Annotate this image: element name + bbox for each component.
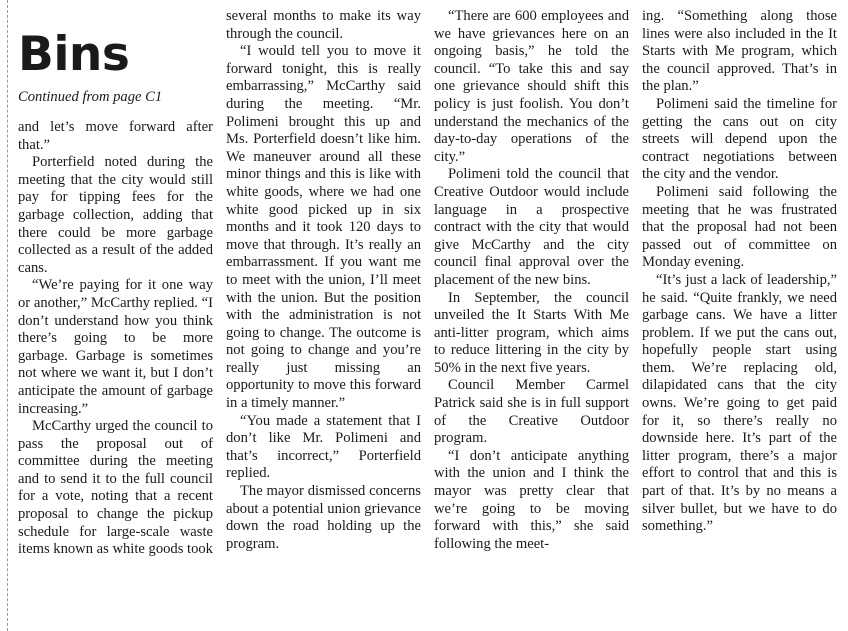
column-3 bbox=[434, 8, 629, 608]
paragraph: McCarthy urged the council to pass the proposal out of committee during the meeting and to send it to the full council for a vote, noting that a recent proposal to change the pickup schedule for large-scale waste items known as white goods took bbox=[18, 418, 213, 558]
paragraph: “You made a statement that I don’t like Mr. Polimeni and that’s incorrect,” Porterfield replied. bbox=[226, 412, 421, 482]
article bbox=[18, 8, 836, 608]
paragraph: Polimeni said following the meeting that he was frustrated that the proposal had not been passed out of committee on Monday evening. bbox=[642, 183, 837, 271]
column-2 bbox=[226, 8, 421, 608]
paragraph: Polimeni told the council that Creative Outdoor would include language in a prospective contract with the city that would give McCarthy and the city council final approval over the placement of the new bins. bbox=[434, 166, 629, 288]
paragraph: and let’s move forward after that.” bbox=[18, 119, 213, 153]
paragraph: ing. “Something along those lines were also included in the It Starts with Me program, which the council approved. That’s in the plan.” bbox=[642, 8, 837, 95]
column-4 bbox=[642, 8, 837, 608]
paragraph: “We’re paying for it one way or another,” McCarthy replied. “I don’t understand how you think there’s going to be more garbage. Garbage is sometimes not where we want it, but I don’t anticipate the amount of garbage increasing.” bbox=[18, 277, 213, 417]
paragraph: Council Member Carmel Patrick said she is in full support of the Creative Outdoor program. bbox=[434, 377, 629, 447]
paragraph: “There are 600 employees and we have grievances here on an ongoing basis,” he told the council. “To take this and say one grievance should shift this policy is just foolish. You don’t understand the mechanics of the day-to-day operations of the city.” bbox=[434, 8, 629, 165]
paragraph: The mayor dismissed concerns about a potential union grievance down the road holding up the program. bbox=[226, 483, 421, 552]
paragraph: several months to make its way through the council. bbox=[226, 8, 421, 42]
paragraph: In September, the council unveiled the It Starts With Me anti-litter program, which aims to reduce littering in the city by 50% in the next five years. bbox=[434, 289, 629, 376]
paragraph: “I don’t anticipate anything with the union and I think the mayor was pretty clear that we’re going to be moving forward with this,” she said following the meet- bbox=[434, 447, 629, 552]
jump-line: Continued from page C1 bbox=[18, 89, 163, 105]
paragraph: Porterfield noted during the meeting that the city would still pay for tipping fees for the garbage collection, adding that there could be more garbage collected as a result of the added cans. bbox=[18, 154, 213, 276]
column-1 bbox=[18, 8, 213, 608]
headline: Bins bbox=[18, 27, 130, 82]
paragraph: Polimeni said the timeline for getting the cans out on city streets will depend upon the contract negotiations between the city and the vendor. bbox=[642, 95, 837, 183]
paragraph: “It’s just a lack of leadership,” he said. “Quite frankly, we need garbage cans. We have a litter problem. If we put the cans out, hopefully people start using them. We’re replacing old, dilapidated cans that the city owns. We’re going to get paid for it, so there’s really no downside here. It’s part of the litter program, there’s a major effort to control that and this is part of that. It’s by no means a silver bullet, but we have to do something.” bbox=[642, 271, 837, 535]
paragraph: “I would tell you to move it forward tonight, this is really embarrassing,” McCarthy said during the meeting. “Mr. Polimeni brought this up and Ms. Porterfield doesn’t like him. We maneuver around all these minor things and this is like with white goods, where we had one white good picked up in six months and it took 120 days to move that through. It’s really an embarrassment. If you want me to meet with the union, I’ll meet with the union. But the position with the administration is not going to change. The outcome is not going to change and you’re really just missing an opportunity to move this forward in a timely manner.” bbox=[226, 43, 421, 412]
page-margin-rule bbox=[7, 0, 8, 631]
